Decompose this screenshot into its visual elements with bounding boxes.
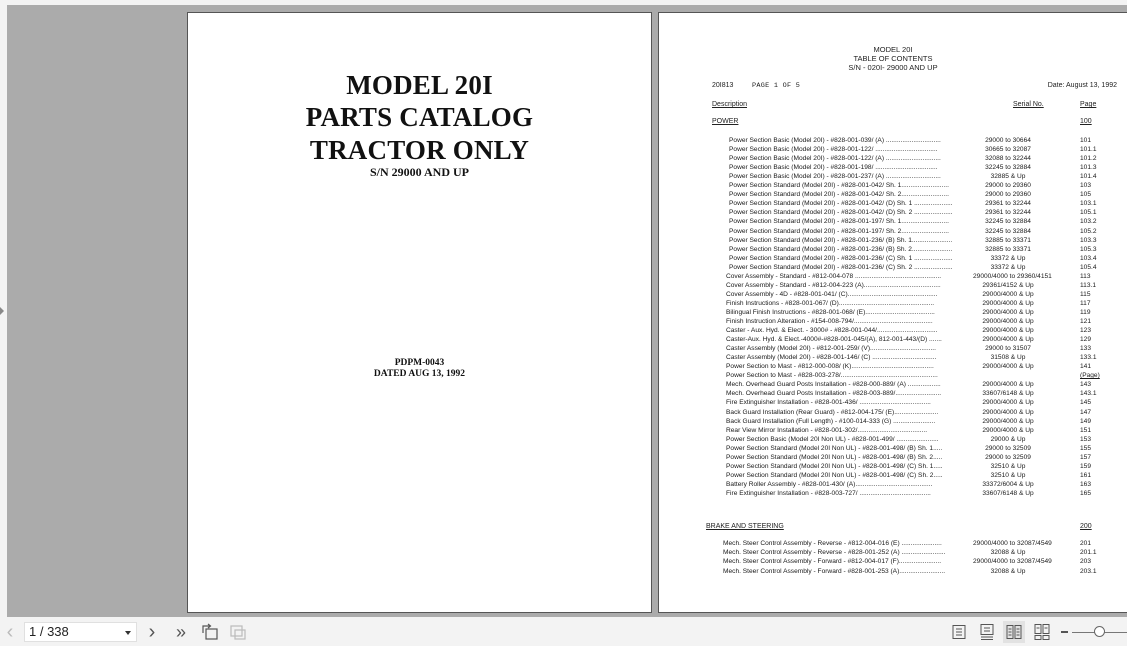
toc-entry-serial: 33372/6004 & Up bbox=[982, 480, 1034, 488]
toc-entry-serial: 32885 to 33371 bbox=[985, 245, 1031, 253]
toc-entry-description: Power Section Basic (Model 20I) - #828-001-237/ (A) .............................. bbox=[729, 173, 941, 181]
toc-entry-serial: 29000 to 30664 bbox=[985, 137, 1031, 144]
toc-entry-page: 105 bbox=[1080, 191, 1092, 199]
cover-title-line-2: PARTS CATALOG bbox=[305, 102, 534, 132]
rotate-clockwise-button[interactable] bbox=[228, 623, 248, 641]
cover-title-line-3: TRACTOR ONLY bbox=[309, 135, 530, 165]
toc-entry-page: 103.3 bbox=[1080, 236, 1097, 244]
toc-entry-page: 157 bbox=[1080, 453, 1092, 461]
continuous-view-icon bbox=[979, 624, 995, 640]
toc-entry-page: 147 bbox=[1080, 408, 1092, 416]
toc-doc-code: 20I813 bbox=[712, 82, 734, 89]
toc-entry-description: Cover Assembly - Standard - #812-004-078 ............................................... bbox=[726, 272, 942, 280]
rotate-page-disabled-icon bbox=[229, 623, 247, 641]
toc-entry-page: 101.4 bbox=[1080, 173, 1097, 181]
toc-entry-page: 161 bbox=[1080, 471, 1092, 479]
toc-entry-serial: 29000/4000 & Up bbox=[982, 308, 1034, 316]
chevron-left-icon: ‹ bbox=[6, 620, 14, 643]
toc-entry-page: 133.1 bbox=[1080, 354, 1097, 362]
toc-entry-page: 101.2 bbox=[1080, 155, 1097, 163]
two-page-continuous-view-icon bbox=[1034, 624, 1050, 640]
chevron-right-icon: › bbox=[148, 620, 156, 643]
toc-entry-description: Power Section Standard (Model 20I Non UL) - #828-001-498/ (C) Sh. 1..... bbox=[726, 462, 943, 470]
toc-entry-description: Power Section to Mast - #812-000-008/ (K)............................................. bbox=[726, 363, 934, 371]
toc-entry-serial: 29361 to 32244 bbox=[985, 209, 1031, 217]
single-page-view-button[interactable] bbox=[948, 621, 970, 643]
toc-entry-serial: 29000 to 32509 bbox=[985, 444, 1031, 452]
toc-entry-serial: 32245 to 32884 bbox=[985, 227, 1031, 235]
toc-header-serial: S/N - 020I- 29000 AND UP bbox=[848, 63, 938, 72]
toc-entry-serial: 29000/4000 & Up bbox=[982, 290, 1034, 298]
toc-entry-page: 149 bbox=[1080, 417, 1092, 425]
toc-col-page: Page bbox=[1080, 101, 1097, 108]
toc-entry-serial: 29361/4152 & Up bbox=[982, 281, 1034, 289]
toc-entry-description: Fire Extinguisher Installation - #828-003-727/ ....................................... bbox=[726, 489, 931, 497]
toc-entry-description: Bilingual Finish Instructions - #828-001-068/ (E)...................................... bbox=[726, 308, 935, 316]
toc-entry-description: Power Section to Mast - #828-003-278/..................................................... bbox=[726, 372, 938, 380]
toc-entry-page: 201.1 bbox=[1080, 549, 1097, 557]
toc-section-title: POWER bbox=[712, 118, 739, 125]
sidebar-toggle-icon[interactable] bbox=[0, 307, 4, 315]
toc-entry-serial: 29000 to 32509 bbox=[985, 453, 1031, 461]
toc-entry-description: Power Section Standard (Model 20I) - #828-001-042/ (D) Sh. 2 ..................... bbox=[729, 209, 953, 217]
toc-entry-serial: 29000/4000 & Up bbox=[982, 327, 1034, 335]
cover-dated: DATED AUG 13, 1992 bbox=[373, 369, 466, 379]
toc-entry-description: Power Section Basic (Model 20I) - #828-001-122/ (A) .............................. bbox=[729, 155, 941, 163]
last-page-button[interactable] bbox=[170, 623, 192, 641]
page-cover bbox=[187, 12, 652, 613]
toc-entry-serial: 29000 to 29360 bbox=[985, 182, 1031, 190]
toc-entry-page: 163 bbox=[1080, 480, 1092, 488]
toc-entry-page: 203 bbox=[1080, 558, 1092, 566]
toc-entry-page: 103.4 bbox=[1080, 254, 1097, 262]
document-viewport[interactable] bbox=[7, 5, 1127, 617]
toc-entry-page: 101 bbox=[1080, 137, 1092, 144]
toc-entry-description: Power Section Standard (Model 20I Non UL) - #828-001-498/ (B) Sh. 1..... bbox=[726, 444, 943, 452]
toc-section-page: 100 bbox=[1080, 118, 1092, 125]
single-page-view-icon bbox=[951, 624, 967, 640]
toc-entry-serial: 29000/4000 & Up bbox=[982, 426, 1034, 434]
toc-entry-description: Power Section Standard (Model 20I) - #828-001-236/ (B) Sh. 2...................... bbox=[729, 245, 953, 253]
toc-header-title: TABLE OF CONTENTS bbox=[853, 54, 933, 63]
toc-entry-description: Power Section Basic (Model 20I) - #828-001-039/ (A) .............................. bbox=[729, 137, 941, 144]
prev-page-button[interactable] bbox=[3, 620, 17, 643]
toc-entry-serial: 32510 & Up bbox=[990, 471, 1026, 479]
toc-entry-serial: 31508 & Up bbox=[990, 354, 1026, 362]
toc-entry-description: Power Section Standard (Model 20I) - #828-001-197/ Sh. 1.......................... bbox=[729, 218, 949, 226]
toc-entry-page: 133 bbox=[1080, 345, 1092, 353]
rotate-page-icon bbox=[201, 623, 219, 641]
toc-entry-serial: 32510 & Up bbox=[990, 462, 1026, 470]
toc-entry-description: Caster-Aux. Hyd. & Elect.-4000#-#828-001-045/(A), 812-001-443/(D) ....... bbox=[726, 336, 942, 344]
toc-entry-serial: 32885 to 33371 bbox=[985, 236, 1031, 244]
toc-entry-serial: 29000/4000 & Up bbox=[982, 318, 1034, 325]
toc-entry-serial: 29000 & Up bbox=[990, 435, 1026, 443]
toc-entry-serial: 30665 to 32087 bbox=[985, 146, 1031, 154]
toc-entry-description: Finish Instructions - #828-001-067/ (D).................................................... bbox=[726, 299, 935, 307]
toc-entry-serial: 33607/6148 & Up bbox=[982, 390, 1034, 398]
toc-entry-page: 129 bbox=[1080, 336, 1092, 344]
rotate-counterclockwise-button[interactable] bbox=[200, 623, 220, 641]
toc-entry-serial: 33372 & Up bbox=[990, 263, 1026, 271]
toc-entry-description: Power Section Standard (Model 20I) - #828-001-197/ Sh. 2.......................... bbox=[729, 227, 949, 235]
toc-entry-description: Back Guard Installation (Rear Guard) - #812-004-175/ (E)........................ bbox=[726, 408, 939, 416]
zoom-slider-handle[interactable] bbox=[1094, 626, 1105, 637]
toc-entry-description: Power Section Basic (Model 20I) - #828-001-198/ .................................. bbox=[729, 164, 938, 172]
toc-entry-page: 143.1 bbox=[1080, 390, 1097, 398]
toc-entry-description: Back Guard Installation (Full Length) - #100-014-333 (G) ....................... bbox=[726, 417, 936, 425]
toc-entry-page: 123 bbox=[1080, 327, 1092, 335]
toc-entry-description: Power Section Standard (Model 20I) - #828-001-236/ (B) Sh. 1...................... bbox=[729, 236, 953, 244]
continuous-view-button[interactable] bbox=[976, 621, 998, 643]
toc-entry-page: 103.1 bbox=[1080, 200, 1097, 208]
toc-entry-serial: 33372 & Up bbox=[990, 254, 1026, 262]
toc-entry-page: 101.3 bbox=[1080, 164, 1097, 172]
left-gutter[interactable] bbox=[0, 5, 7, 617]
toc bbox=[659, 13, 1127, 612]
two-page-view-icon bbox=[1006, 624, 1022, 640]
toc-entry-description: Caster Assembly (Model 20I) - #828-001-146/ (C) ................................... bbox=[726, 354, 937, 362]
toc-entry-page: 165 bbox=[1080, 489, 1092, 497]
toc-entry-serial: 29000/4000 & Up bbox=[982, 299, 1034, 307]
toc-entry-serial: 32245 to 32884 bbox=[985, 218, 1031, 226]
toc-entry-description: Power Section Basic (Model 20I) - #828-001-122/ .................................. bbox=[729, 146, 938, 154]
toc-entry-page: 105.3 bbox=[1080, 245, 1097, 253]
toc-entry-page: (Page) bbox=[1080, 372, 1100, 380]
toc-entry-serial: 32088 to 32244 bbox=[985, 155, 1031, 163]
toc-entry-serial: 29000/4000 to 29360/4151 bbox=[973, 272, 1052, 280]
toc-entry-description: Power Section Basic (Model 20I Non UL) - #828-001-499/ ....................... bbox=[726, 435, 939, 443]
toc-entry-page: 119 bbox=[1080, 308, 1091, 316]
toc-entry-description: Power Section Standard (Model 20I Non UL) - #828-001-498/ (B) Sh. 2..... bbox=[726, 453, 943, 461]
toc-entry-serial: 29000/4000 & Up bbox=[982, 336, 1034, 344]
toc-entry-serial: 29000 to 31507 bbox=[985, 345, 1031, 353]
toc-entry-serial: 32885 & Up bbox=[990, 173, 1026, 181]
toc-entry-description: Mech. Steer Control Assembly - Reverse - #828-001-252 (A) ........................ bbox=[723, 549, 946, 557]
toc-entry-serial: 29000/4000 & Up bbox=[982, 381, 1034, 389]
chevron-down-icon bbox=[125, 631, 131, 635]
toc-entry-page: 201 bbox=[1080, 540, 1092, 547]
toc-page-of: PAGE 1 OF 5 bbox=[752, 82, 801, 90]
toc-entry-page: 101.1 bbox=[1080, 146, 1097, 154]
toc-entry-description: Mech. Overhead Guard Posts Installation - #828-003-889/......................... bbox=[726, 390, 942, 398]
toc-entry-page: 115 bbox=[1080, 290, 1091, 298]
toc-entry-description: Power Section Standard (Model 20I) - #828-001-042/ Sh. 2.......................... bbox=[729, 191, 949, 199]
toc-entry-serial: 29000/4000 & Up bbox=[982, 363, 1034, 371]
toc-section-page: 200 bbox=[1080, 523, 1092, 530]
double-chevron-right-icon: » bbox=[175, 621, 186, 642]
toc-entry-page: 153 bbox=[1080, 435, 1092, 443]
toc-entry-page: 141 bbox=[1080, 363, 1092, 371]
page-number-select[interactable] bbox=[24, 622, 137, 642]
cover-serial: S/N 29000 AND UP bbox=[369, 165, 469, 179]
toc-entry-description: Caster Assembly (Model 20I) - #812-001-259/ (V).................................... bbox=[726, 345, 936, 353]
toc-entry-serial: 32245 to 32884 bbox=[985, 164, 1031, 172]
toc-entry-page: 113.1 bbox=[1080, 281, 1097, 289]
toc-entry-description: Caster - Aux. Hyd. & Elect. - 3000# - #828-001-044/................................. bbox=[726, 327, 938, 335]
toc-entry-page: 151 bbox=[1080, 426, 1092, 434]
toc-entry-serial: 29000/4000 to 32087/4549 bbox=[973, 558, 1052, 566]
toc-entry-description: Power Section Standard (Model 20I) - #828-001-236/ (C) Sh. 2 ..................... bbox=[729, 263, 953, 271]
toc-entry-serial: 29000/4000 & Up bbox=[982, 417, 1034, 425]
toc-col-serial: Serial No. bbox=[1013, 101, 1044, 108]
toc-entry-description: Power Section Standard (Model 20I) - #828-001-042/ (D) Sh. 1 ..................... bbox=[729, 200, 953, 208]
toc-entry-description: Mech. Steer Control Assembly - Forward - #828-001-253 (A)......................... bbox=[723, 567, 946, 575]
toc-entry-serial: 29000/4000 to 32087/4549 bbox=[973, 540, 1052, 547]
cover-doc-number: PDPM-0043 bbox=[394, 358, 445, 368]
toc-entry-serial: 32088 & Up bbox=[990, 549, 1026, 557]
toc-entry-description: Mech. Overhead Guard Posts Installation - #828-000-889/ (A) .................. bbox=[726, 381, 941, 389]
next-page-button[interactable] bbox=[144, 620, 160, 643]
toc-entry-page: 121 bbox=[1080, 318, 1092, 325]
toc-entry-serial: 32088 & Up bbox=[990, 567, 1026, 575]
toc-entry-page: 105.4 bbox=[1080, 263, 1097, 271]
toc-entry-page: 159 bbox=[1080, 462, 1092, 470]
toc-entry-serial: 29000 to 29360 bbox=[985, 191, 1031, 199]
toc-entry-page: 203.1 bbox=[1080, 567, 1097, 575]
toc-entry-description: Cover Assembly - Standard - #812-004-223 (A).......................................... bbox=[726, 281, 941, 289]
toc-entry-description: Battery Roller Assembly - #828-001-430/ (A).......................................... bbox=[726, 480, 933, 488]
two-page-continuous-view-button[interactable] bbox=[1031, 621, 1053, 643]
toc-entry-description: Power Section Standard (Model 20I) - #828-001-236/ (C) Sh. 1 ..................... bbox=[729, 254, 953, 262]
page-table-of-contents bbox=[658, 12, 1127, 613]
toc-section-title: BRAKE AND STEERING bbox=[706, 523, 784, 530]
toc-col-description: Description bbox=[712, 101, 748, 108]
toc-entry-page: 105.1 bbox=[1080, 209, 1097, 217]
toc-header-model: MODEL 20I bbox=[873, 45, 913, 54]
toc-entry-description: Rear View Mirror Installation - #828-001-302/...................................... bbox=[726, 426, 928, 434]
toc-entry-page: 113 bbox=[1080, 272, 1091, 280]
toc-entry-page: 155 bbox=[1080, 444, 1092, 452]
toc-date: Date: August 13, 1992 bbox=[1047, 82, 1117, 89]
toc-entry-page: 145 bbox=[1080, 399, 1092, 407]
viewer-toolbar bbox=[0, 617, 1127, 646]
toc-entry-page: 105.2 bbox=[1080, 227, 1097, 235]
toc-entry-page: 143 bbox=[1080, 381, 1092, 389]
toc-entry-description: Mech. Steer Control Assembly - Reverse - #812-004-016 (E) ...................... bbox=[723, 540, 942, 547]
toc-entry-serial: 33607/6148 & Up bbox=[982, 489, 1034, 497]
toc-entry-serial: 29000/4000 & Up bbox=[982, 408, 1034, 416]
toc-entry-description: Cover Assembly - 4D - #828-001-041/ (C)................................................. bbox=[726, 290, 938, 298]
toc-entry-description: Power Section Standard (Model 20I Non UL) - #828-001-498/ (C) Sh. 2..... bbox=[726, 471, 943, 479]
toc-entry-page: 117 bbox=[1080, 299, 1091, 307]
toc-entry-page: 103 bbox=[1080, 182, 1092, 190]
toc-entry-page: 103.2 bbox=[1080, 218, 1097, 226]
two-page-view-button[interactable] bbox=[1003, 621, 1025, 643]
page-indicator: 1 / 338 bbox=[29, 624, 69, 639]
toc-entry-description: Finish Instruction Alteration - #154-008-794/........................................... bbox=[726, 318, 933, 325]
toc-entry-description: Power Section Standard (Model 20I) - #828-001-042/ Sh. 1.......................... bbox=[729, 182, 949, 190]
toc-entry-serial: 29361 to 32244 bbox=[985, 200, 1031, 208]
toc-entry-serial: 29000/4000 & Up bbox=[982, 399, 1034, 407]
toc-entry-description: Mech. Steer Control Assembly - Forward - #812-004-017 (F)....................... bbox=[723, 558, 942, 566]
cover-title-line-1: MODEL 20I bbox=[346, 70, 493, 100]
toc-entry-description: Fire Extinguisher Installation - #828-001-436/ ....................................... bbox=[726, 399, 931, 407]
zoom-out-icon[interactable] bbox=[1061, 631, 1068, 633]
